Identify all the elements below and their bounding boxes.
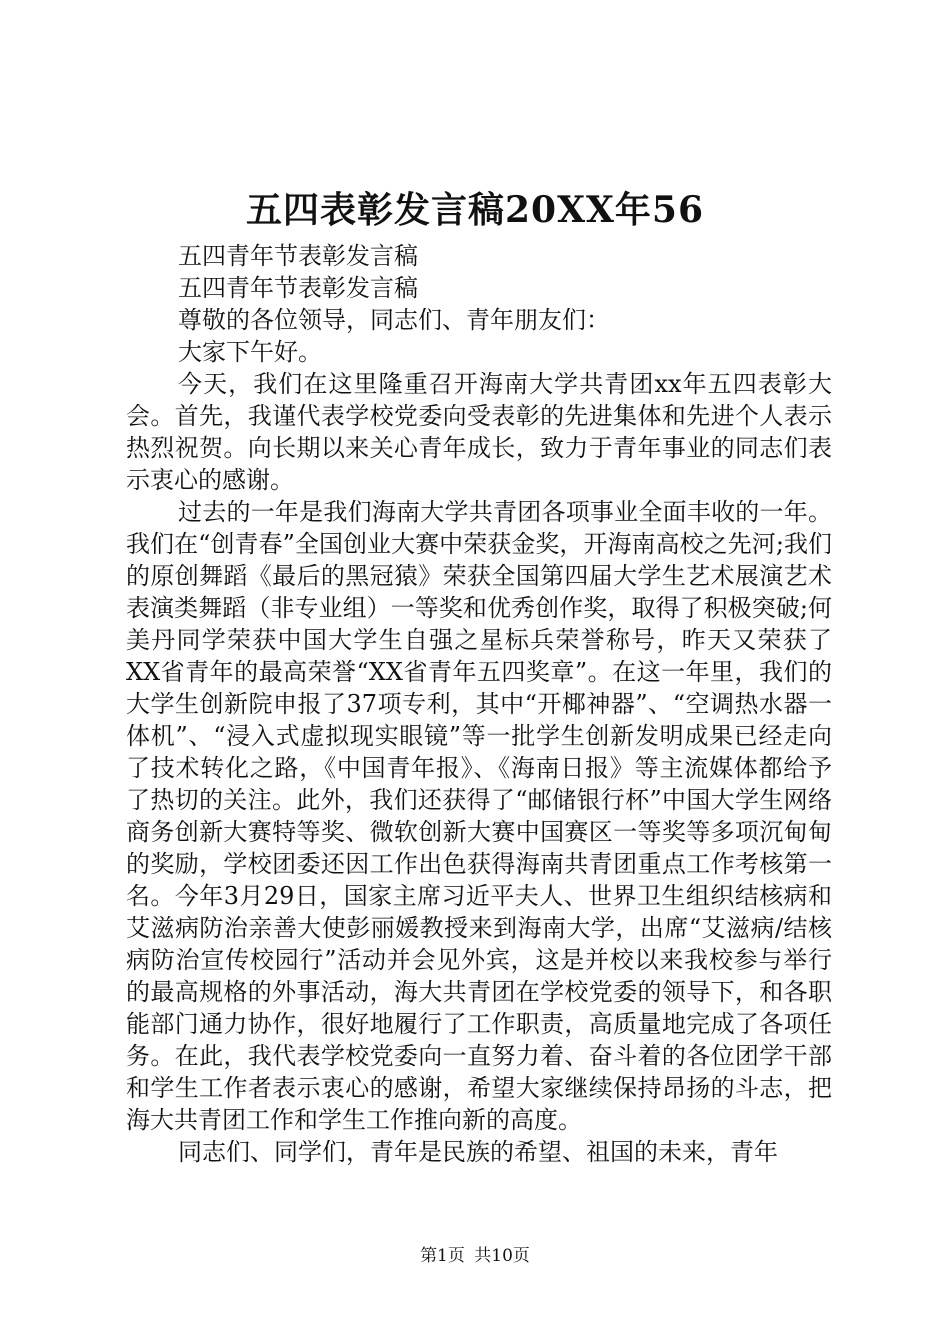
paragraph-achievements: 过去的一年是我们海南大学共青团各项事业全面丰收的一年。我们在“创青春”全国创业大赛中荣获金奖，开海南高校之先河;我们的原创舞蹈《最后的黑冠猿》荣获全国第四届大学生艺术展演艺术表演类舞蹈（非专业组）一等奖和优秀创作奖，取得了积极突破;何美丹同学荣获中国大学生自强之星标兵荣誉称号，昨天又荣获了XX省青年的最高荣誉“XX省青年五四奖章”。在这一年里，我们的大学生创新院申报了37项专利，其中“开椰神器”、“空调热水器一体机”、“浸入式虚拟现实眼镜”等一批学生创新发明成果已经走向了技术转化之路，《中国青年报》、《海南日报》等主流媒体都给予了热切的关注。此外，我们还获得了“邮储银行杯”中国大学生网络商务创新大赛特等奖、微软创新大赛中国赛区一等奖等多项沉甸甸的奖励，学校团委还因工作出色获得海南共青团重点工作考核第一名。今年3月29日，国家主席习近平夫人、世界卫生组织结核病和艾滋病防治亲善大使彭丽媛教授来到海南大学，出席“艾滋病/结核病防治宣传校园行”活动并会见外宾，这是并校以来我校参与举行的最高规格的外事活动，海大共青团在学校党委的领导下，和各职能部门通力协作，很好地履行了工作职责，高质量地完成了各项任务。在此，我代表学校党委向一直努力着、奋斗着的各位团学干部和学生工作者表示衷心的感谢，希望大家继续保持昂扬的斗志，把海大共青团工作和学生工作推向新的高度。: [126, 498, 832, 1134]
paragraph-salutation: 尊敬的各位领导，同志们、青年朋友们：: [178, 306, 610, 334]
page-total: 共10页: [474, 1246, 530, 1266]
paragraph-subtitle-2: 五四青年节表彰发言稿: [178, 274, 418, 302]
paragraph-opening: 今天，我们在这里隆重召开海南大学共青团xx年五四表彰大会。首先，我谨代表学校党委向受表彰的先进集体和先进个人表示热烈祝贺。向长期以来关心青年成长，致力于青年事业的同志们表示衷心的感谢。: [126, 370, 832, 494]
page-footer: [0, 1244, 950, 1268]
document-title: 五四表彰发言稿20XX年56: [245, 189, 705, 231]
paragraph-subtitle-1: 五四青年节表彰发言稿: [178, 242, 418, 270]
document-body: [126, 240, 832, 1168]
paragraph-greeting: 大家下午好。: [178, 338, 322, 366]
paragraph-continuation: 同志们、同学们，青年是民族的希望、祖国的未来，青年: [178, 1138, 778, 1166]
page-number: 第1页: [420, 1246, 465, 1266]
